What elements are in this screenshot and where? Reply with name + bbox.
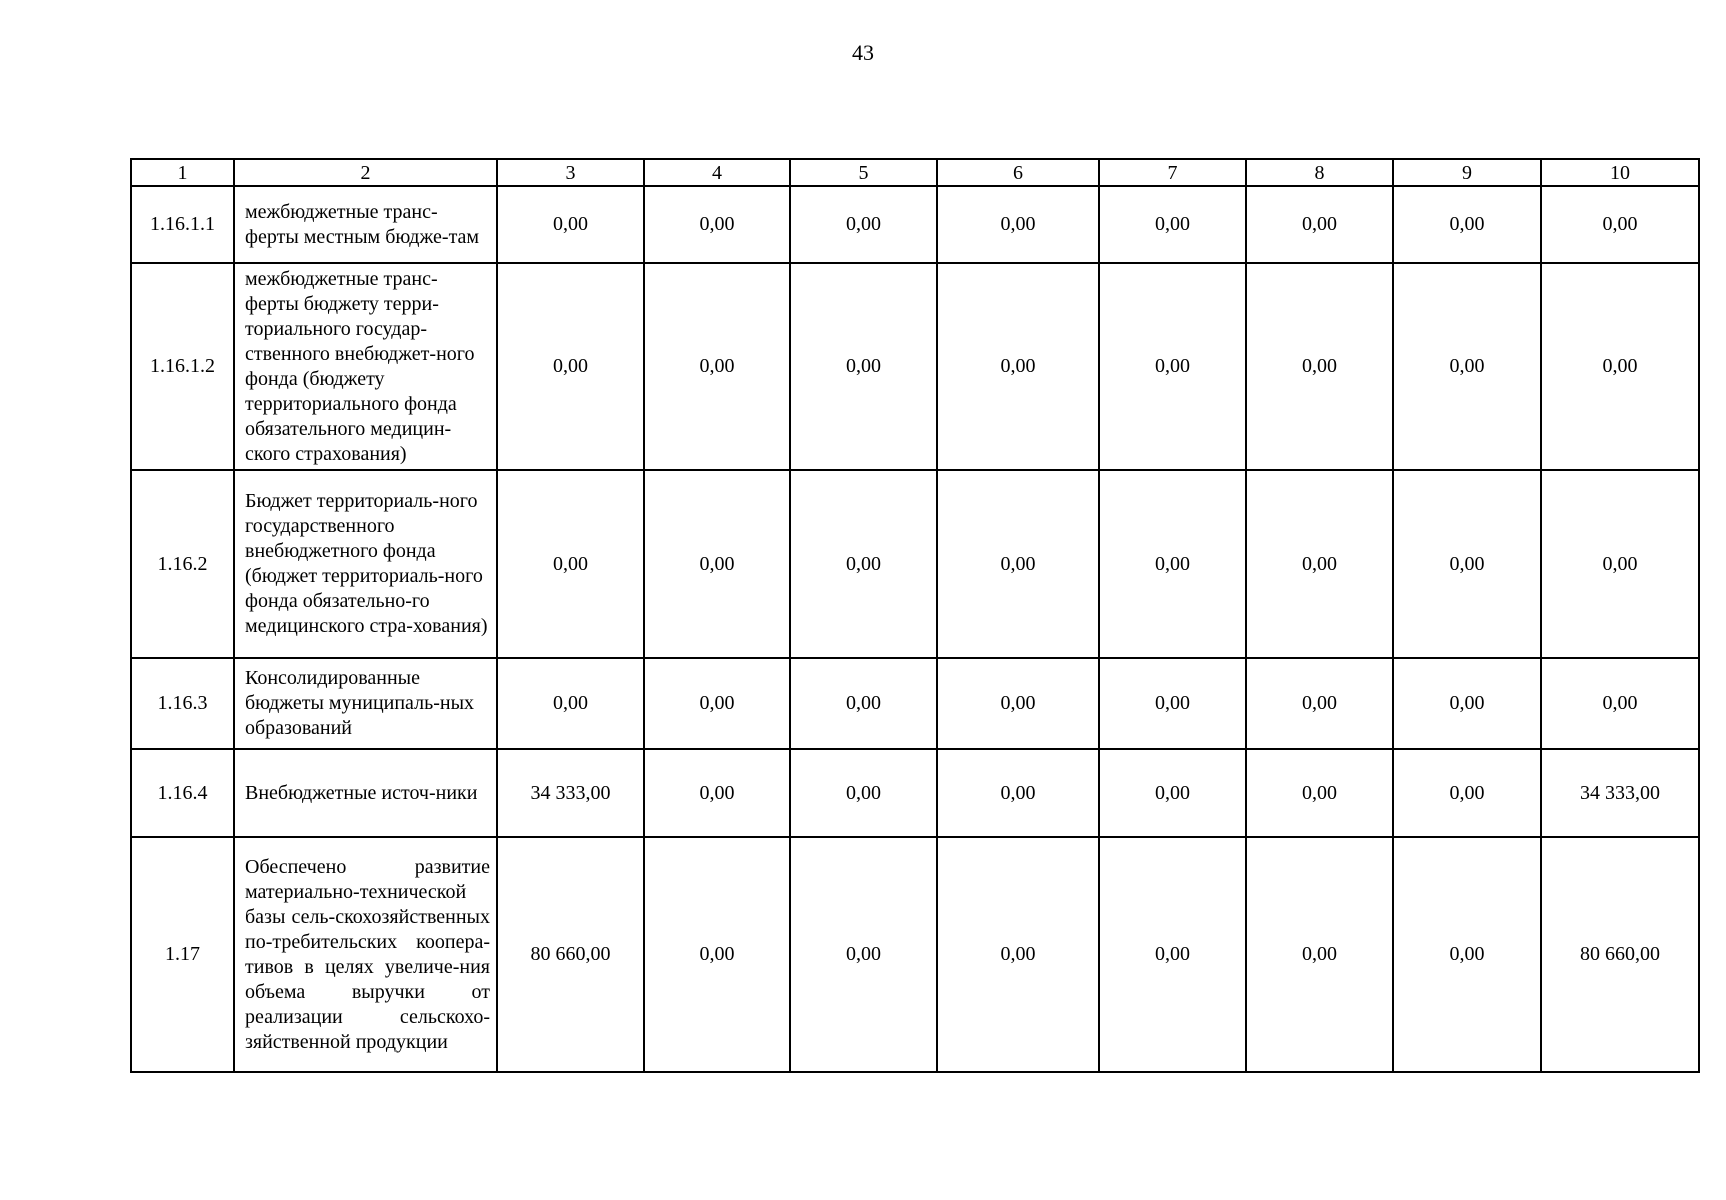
value-cell: 0,00 [937,837,1099,1072]
value-cell: 0,00 [1246,186,1393,263]
table-row [131,186,1699,263]
value-cell: 0,00 [644,837,790,1072]
table-row [131,263,1699,470]
value-cell: 0,00 [1246,658,1393,749]
value-cell: 0,00 [1541,263,1699,470]
row-code: 1.16.3 [131,658,234,749]
row-code: 1.16.1.1 [131,186,234,263]
value-cell: 0,00 [497,470,644,658]
value-cell: 80 660,00 [1541,837,1699,1072]
value-cell: 0,00 [790,658,937,749]
value-cell: 34 333,00 [1541,749,1699,837]
column-header: 8 [1246,159,1393,186]
column-header: 4 [644,159,790,186]
row-name: Консолидированные бюджеты муниципаль-ных образований [234,658,497,749]
row-code: 1.17 [131,837,234,1072]
value-cell: 0,00 [644,186,790,263]
value-cell: 0,00 [1393,749,1541,837]
value-cell: 0,00 [1246,470,1393,658]
table-row [131,749,1699,837]
value-cell: 0,00 [644,263,790,470]
column-header: 5 [790,159,937,186]
page-number: 43 [852,40,874,65]
table-row [131,837,1699,1072]
row-name: Внебюджетные источ-ники [234,749,497,837]
row-name: Бюджет территориаль-ного государственного внебюджетного фонда (бюджет территориаль-ного фонда обязательно-го медицинского стра-хования) [234,470,497,658]
column-header: 9 [1393,159,1541,186]
value-cell: 0,00 [790,837,937,1072]
value-cell: 80 660,00 [497,837,644,1072]
value-cell: 0,00 [1099,658,1246,749]
value-cell: 0,00 [790,470,937,658]
table-row [131,658,1699,749]
column-header: 6 [937,159,1099,186]
value-cell: 0,00 [1393,186,1541,263]
column-header: 10 [1541,159,1699,186]
value-cell: 0,00 [790,749,937,837]
value-cell: 0,00 [937,749,1099,837]
column-header: 1 [131,159,234,186]
value-cell: 0,00 [937,470,1099,658]
header-row [131,159,1699,186]
value-cell: 0,00 [1541,658,1699,749]
value-cell: 0,00 [1246,837,1393,1072]
value-cell: 0,00 [1393,263,1541,470]
row-code: 1.16.1.2 [131,263,234,470]
value-cell: 0,00 [497,263,644,470]
value-cell: 0,00 [1393,837,1541,1072]
value-cell: 0,00 [1099,470,1246,658]
value-cell: 0,00 [644,470,790,658]
value-cell: 0,00 [1541,186,1699,263]
value-cell: 0,00 [937,263,1099,470]
value-cell: 0,00 [790,263,937,470]
row-name: межбюджетные транс-ферты бюджету терри-ториального государ-ственного внебюджет-ного фонда (бюджету территориального фонда обязательного медицин-ского страхования) [234,263,497,470]
value-cell: 0,00 [644,658,790,749]
value-cell: 0,00 [644,749,790,837]
value-cell: 0,00 [1246,749,1393,837]
value-cell: 0,00 [1393,658,1541,749]
value-cell: 0,00 [1393,470,1541,658]
value-cell: 0,00 [790,186,937,263]
row-code: 1.16.2 [131,470,234,658]
value-cell: 0,00 [937,658,1099,749]
column-header: 7 [1099,159,1246,186]
row-code: 1.16.4 [131,749,234,837]
value-cell: 0,00 [1099,186,1246,263]
value-cell: 0,00 [1246,263,1393,470]
value-cell: 0,00 [1099,749,1246,837]
column-header: 3 [497,159,644,186]
value-cell: 0,00 [497,186,644,263]
value-cell: 0,00 [937,186,1099,263]
budget-table [130,158,1700,1073]
value-cell: 0,00 [1099,837,1246,1072]
value-cell: 0,00 [1541,470,1699,658]
value-cell: 0,00 [497,658,644,749]
row-name: межбюджетные транс-ферты местным бюдже-там [234,186,497,263]
value-cell: 0,00 [1099,263,1246,470]
row-name: Обеспечено развитие материально-технической базы сель-скохозяйственных по-требительских коопера-тивов в целях увеличе-ния объема выручки от реализации сельскохо-зяйственной продукции [234,837,497,1072]
value-cell: 34 333,00 [497,749,644,837]
column-header: 2 [234,159,497,186]
table-row [131,470,1699,658]
